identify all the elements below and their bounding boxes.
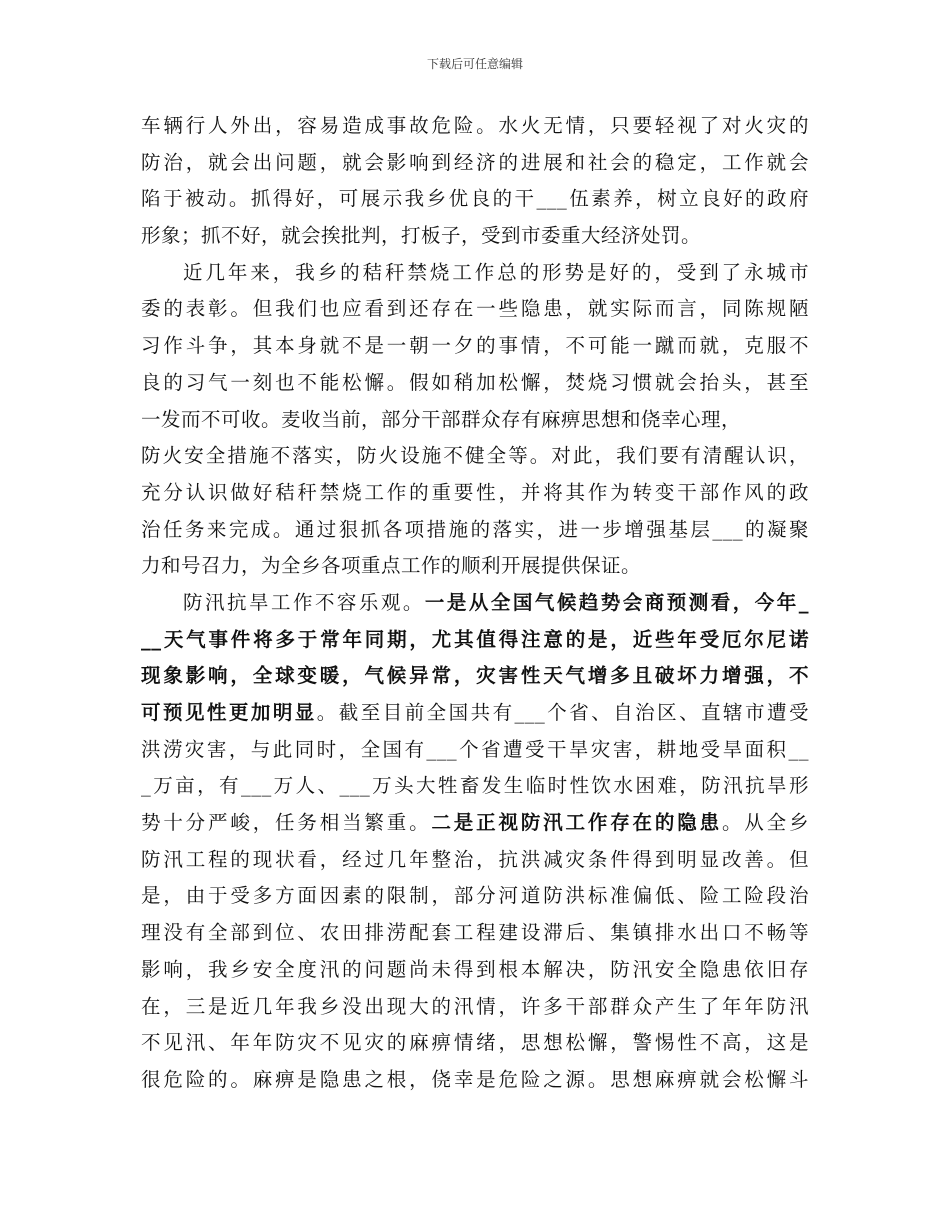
text-run: 是，由于受多方面因素的限制，部分河道防洪标准偏低、险工险段治 (141, 884, 809, 908)
text-run: 防汛抗旱工作不容乐观。 (183, 590, 425, 614)
bold-text-run: 二是正视防汛工作存在的隐患 (431, 811, 722, 835)
page-header-note: 下载后可任意编辑 (426, 57, 523, 71)
text-line (141, 1025, 809, 1062)
text-line (141, 952, 809, 989)
text-run: 理没有全部到位、农田排涝配套工程建设滞后、集镇排水出口不畅等 (141, 921, 809, 945)
text-line (141, 622, 809, 659)
bold-text-run: __天气事件将多于常年同期，尤其值得注意的是，近些年受厄尔尼诺 (141, 627, 809, 651)
text-line (141, 915, 809, 952)
text-line (141, 291, 809, 328)
bold-text-run: 现象影响，全球变暖，气候异常，灾害性天气增多且破坏力增强，不 (141, 664, 809, 688)
text-line (141, 438, 809, 475)
text-run: 防火安全措施不落实，防火设施不健全等。对此，我们要有清醒认识， (141, 444, 809, 468)
text-run: 委的表彰。但我们也应看到还存在一些隐患，就实际而言，同陈规陋 (141, 297, 809, 321)
text-run: 。从全乡 (721, 811, 809, 835)
text-line (141, 218, 809, 255)
text-line (141, 108, 809, 145)
text-run: 一发而不可收。麦收当前，部分干部群众存有麻痹思想和侥幸心理， (141, 407, 742, 431)
text-run: 形象；抓不好，就会挨批判，打板子，受到市委重大经济处罚。 (141, 224, 702, 248)
text-run: _万亩，有___万人、___万头大牲畜发生临时性饮水困难，防汛抗旱形 (141, 774, 809, 798)
text-run: 势十分严峻，任务相当繁重。 (141, 811, 432, 835)
text-line (141, 878, 809, 915)
text-run: 在，三是近几年我乡没出现大的汛情，许多干部群众产生了年年防汛 (141, 994, 809, 1018)
text-line (141, 365, 809, 402)
text-line (141, 145, 809, 182)
text-line (141, 402, 809, 439)
text-run: 习作斗争，其本身就不是一朝一夕的事情，不可能一蹴而就，克服不 (141, 334, 809, 358)
text-line (141, 658, 809, 695)
text-line (141, 805, 809, 842)
text-line (141, 328, 809, 365)
text-run: 防治，就会出问题，就会影响到经济的进展和社会的稳定，工作就会 (141, 150, 809, 174)
text-run: 力和号召力，为全乡各项重点工作的顺利开展提供保证。 (141, 554, 642, 578)
text-run: 不见汛、年年防灾不见灾的麻痹情绪，思想松懈，警惕性不高，这是 (141, 1031, 809, 1055)
bold-text-run: 可预见性更加明显 (141, 701, 317, 724)
text-run: 陷于被动。抓得好，可展示我乡优良的干___伍素养，树立良好的政府 (141, 187, 809, 211)
text-run: 治任务来完成。通过狠抓各项措施的落实，进一步增强基层___的凝聚 (141, 517, 809, 541)
text-run: 很危险的。麻痹是隐患之根，侥幸是危险之源。思想麻痹就会松懈斗 (141, 1067, 809, 1091)
text-line (141, 768, 809, 805)
text-run: 影响，我乡安全度汛的问题尚未得到根本解决，防汛安全隐患依旧存 (141, 957, 809, 981)
text-line (141, 475, 809, 512)
text-run: 良的习气一刻也不能松懈。假如稍加松懈，焚烧习惯就会抬头，甚至 (141, 370, 809, 394)
text-run: 充分认识做好秸秆禁烧工作的重要性，并将其作为转变干部作风的政 (141, 480, 809, 504)
text-run: 洪涝灾害，与此同时，全国有___个省遭受干旱灾害，耕地受旱面积__ (141, 737, 809, 761)
text-run: 车辆行人外出，容易造成事故危险。水火无情，只要轻视了对火灾的 (141, 114, 809, 137)
text-line (141, 548, 809, 585)
text-line (141, 695, 809, 732)
document-body (141, 108, 809, 1099)
text-line (141, 842, 809, 879)
text-run: 防汛工程的现状看，经过几年整治，抗洪减灾条件得到明显改善。但 (141, 847, 809, 871)
text-run: 。截至目前全国共有___个省、自治区、直辖市遭受 (316, 701, 809, 724)
text-run: 近几年来，我乡的秸秆禁烧工作总的形势是好的，受到了永城市 (183, 260, 809, 284)
text-line (141, 1062, 809, 1099)
text-line (141, 255, 809, 292)
text-line (141, 512, 809, 549)
bold-text-run: 一是从全国气候趋势会商预测看，今年_ (424, 590, 809, 614)
text-line (141, 989, 809, 1026)
text-line (141, 585, 809, 622)
text-line (141, 181, 809, 218)
text-line (141, 732, 809, 769)
